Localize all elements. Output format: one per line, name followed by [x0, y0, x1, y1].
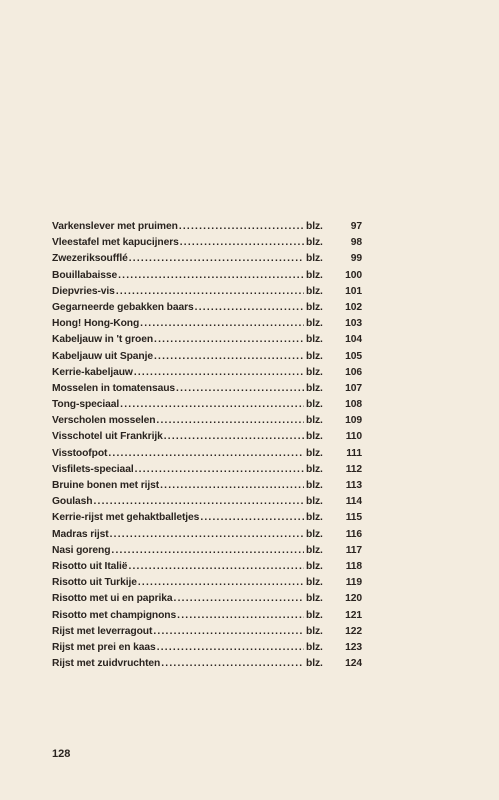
toc-entry-title: Rijst met prei en kaas [52, 641, 156, 653]
toc-entry-page: 118 [345, 560, 362, 572]
toc-entry [52, 610, 362, 626]
toc-entry [52, 577, 362, 593]
toc-entry [52, 561, 362, 577]
toc-entry-title: Risotto uit Italië [52, 560, 128, 572]
toc-entry-title: Visschotel uit Frankrijk [52, 431, 163, 443]
toc-entry-page: 120 [345, 593, 362, 605]
dot-leader [161, 658, 304, 669]
toc-entry-blz: blz. [306, 625, 323, 637]
dot-leader [179, 221, 304, 232]
toc-entry-blz: blz. [306, 415, 323, 427]
toc-entry [52, 496, 362, 512]
toc-entry-page: 117 [345, 544, 362, 556]
dot-leader [116, 286, 304, 297]
toc-entry-page: 109 [345, 415, 362, 427]
toc-entry-blz: blz. [306, 221, 323, 232]
dot-leader [195, 302, 304, 313]
toc-entry-title: Kerrie-rijst met gehaktballetjes [52, 512, 200, 524]
dot-leader [94, 496, 305, 507]
toc-entry-title: Visstoofpot [52, 447, 108, 459]
toc-entry-page: 121 [345, 609, 362, 621]
toc-entry-page: 122 [345, 625, 362, 637]
dot-leader [140, 318, 304, 329]
toc-entry-blz: blz. [306, 334, 323, 346]
toc-entry-title: Varkenslever met pruimen [52, 221, 178, 232]
toc-entry [52, 253, 362, 269]
toc-entry-title: Rijst met leverragout [52, 625, 153, 637]
toc-entry [52, 512, 362, 528]
toc-entry-page: 102 [345, 301, 362, 313]
toc-entry-blz: blz. [306, 463, 323, 475]
toc-entry-page: 115 [345, 512, 362, 524]
toc-entry-page: 111 [346, 447, 362, 459]
toc-entry [52, 237, 362, 253]
dot-leader [110, 529, 304, 540]
toc-entry-title: Kabeljauw in 't groen [52, 334, 154, 346]
dot-leader [174, 593, 304, 604]
toc-entry [52, 448, 362, 464]
toc-entry [52, 334, 362, 350]
toc-entry-blz: blz. [306, 609, 323, 621]
table-of-contents [52, 221, 362, 674]
toc-entry-page: 107 [345, 382, 362, 394]
toc-entry-page: 114 [345, 496, 362, 508]
dot-leader [134, 367, 304, 378]
toc-entry-title: Visfilets-speciaal [52, 463, 134, 475]
toc-entry-blz: blz. [306, 480, 323, 491]
toc-entry [52, 383, 362, 399]
toc-entry-title: Risotto met ui en paprika [52, 593, 173, 605]
toc-entry-blz: blz. [306, 431, 323, 443]
toc-entry-blz: blz. [306, 350, 323, 362]
toc-entry-title: Bouillabaisse [52, 269, 118, 281]
toc-entry [52, 658, 362, 674]
toc-entry-title: Zwezeriksoufflé [52, 253, 128, 265]
dot-leader [138, 577, 304, 588]
toc-entry-page: 116 [345, 528, 362, 540]
toc-entry-page: 97 [350, 221, 362, 232]
dot-leader [160, 480, 304, 491]
toc-entry [52, 351, 362, 367]
dot-leader [154, 334, 304, 345]
toc-entry-title: Nasi goreng [52, 544, 111, 556]
toc-entry [52, 464, 362, 480]
dot-leader [135, 464, 304, 475]
dot-leader [177, 610, 304, 621]
dot-leader [118, 270, 304, 281]
toc-entry [52, 431, 362, 447]
toc-entry [52, 399, 362, 415]
toc-entry-title: Hong! Hong-Kong [52, 318, 140, 330]
toc-entry-blz: blz. [306, 382, 323, 394]
toc-entry [52, 480, 362, 496]
toc-entry-blz: blz. [306, 496, 323, 508]
toc-entry [52, 545, 362, 561]
toc-entry-page: 104 [345, 334, 362, 346]
dot-leader [129, 253, 304, 264]
dot-leader [128, 561, 304, 572]
dot-leader [164, 431, 304, 442]
toc-entry-title: Mosselen in tomatensaus [52, 382, 176, 394]
toc-entry-page: 106 [345, 366, 362, 378]
toc-entry-page: 98 [350, 237, 362, 249]
dot-leader [180, 237, 304, 248]
toc-entry-page: 103 [345, 318, 362, 330]
toc-entry-blz: blz. [306, 641, 323, 653]
page-number: 128 [52, 748, 71, 760]
toc-entry [52, 367, 362, 383]
dot-leader [157, 642, 304, 653]
dot-leader [108, 448, 304, 459]
toc-entry-title: Kabeljauw uit Spanje [52, 350, 153, 362]
toc-entry [52, 593, 362, 609]
toc-entry-title: Vleestafel met kapucijners [52, 237, 179, 249]
toc-entry-title: Diepvries-vis [52, 285, 115, 297]
toc-entry-blz: blz. [306, 593, 323, 605]
toc-entry [52, 642, 362, 658]
toc-entry-title: Risotto uit Turkije [52, 577, 137, 589]
toc-entry-blz: blz. [306, 301, 323, 313]
toc-entry-page: 100 [345, 269, 362, 281]
toc-entry-page: 108 [345, 399, 362, 411]
toc-entry-page: 99 [350, 253, 362, 265]
toc-entry-page: 124 [345, 658, 362, 670]
dot-leader [176, 383, 304, 394]
toc-entry-page: 112 [345, 463, 362, 475]
toc-entry-blz: blz. [306, 512, 323, 524]
toc-entry-blz: blz. [306, 577, 323, 589]
toc-entry-title: Rijst met zuidvruchten [52, 658, 161, 670]
dot-leader [200, 512, 304, 523]
toc-entry-blz: blz. [306, 285, 323, 297]
toc-entry-blz: blz. [306, 560, 323, 572]
toc-entry [52, 529, 362, 545]
dot-leader [111, 545, 304, 556]
toc-entry-title: Goulash [52, 496, 93, 508]
toc-entry-blz: blz. [306, 447, 323, 459]
toc-entry [52, 318, 362, 334]
toc-entry-title: Kerrie-kabeljauw [52, 366, 133, 378]
toc-entry-title: Verscholen mosselen [52, 415, 156, 427]
toc-entry-blz: blz. [306, 318, 323, 330]
toc-entry-title: Madras rijst [52, 528, 109, 540]
dot-leader [120, 399, 304, 410]
toc-entry [52, 270, 362, 286]
toc-entry-title: Gegarneerde gebakken baars [52, 301, 194, 313]
dot-leader [156, 415, 304, 426]
toc-entry-title: Bruine bonen met rijst [52, 480, 160, 491]
toc-entry-title: Tong-speciaal [52, 399, 120, 411]
toc-entry-page: 123 [345, 641, 362, 653]
toc-entry-blz: blz. [306, 366, 323, 378]
toc-entry-blz: blz. [306, 528, 323, 540]
toc-entry-page: 110 [345, 431, 362, 443]
toc-entry [52, 415, 362, 431]
toc-entry-blz: blz. [306, 253, 323, 265]
toc-entry-page: 113 [345, 480, 362, 491]
toc-entry-page: 119 [345, 577, 362, 589]
toc-entry-page: 101 [345, 285, 362, 297]
toc-entry [52, 302, 362, 318]
toc-entry-blz: blz. [306, 237, 323, 249]
toc-entry [52, 221, 362, 237]
toc-entry-blz: blz. [306, 658, 323, 670]
dot-leader [153, 626, 304, 637]
toc-entry-blz: blz. [306, 269, 323, 281]
toc-entry [52, 286, 362, 302]
toc-entry-blz: blz. [306, 399, 323, 411]
toc-entry-title: Risotto met champignons [52, 609, 177, 621]
toc-entry-blz: blz. [306, 544, 323, 556]
toc-entry-page: 105 [345, 350, 362, 362]
toc-entry [52, 626, 362, 642]
dot-leader [154, 351, 304, 362]
